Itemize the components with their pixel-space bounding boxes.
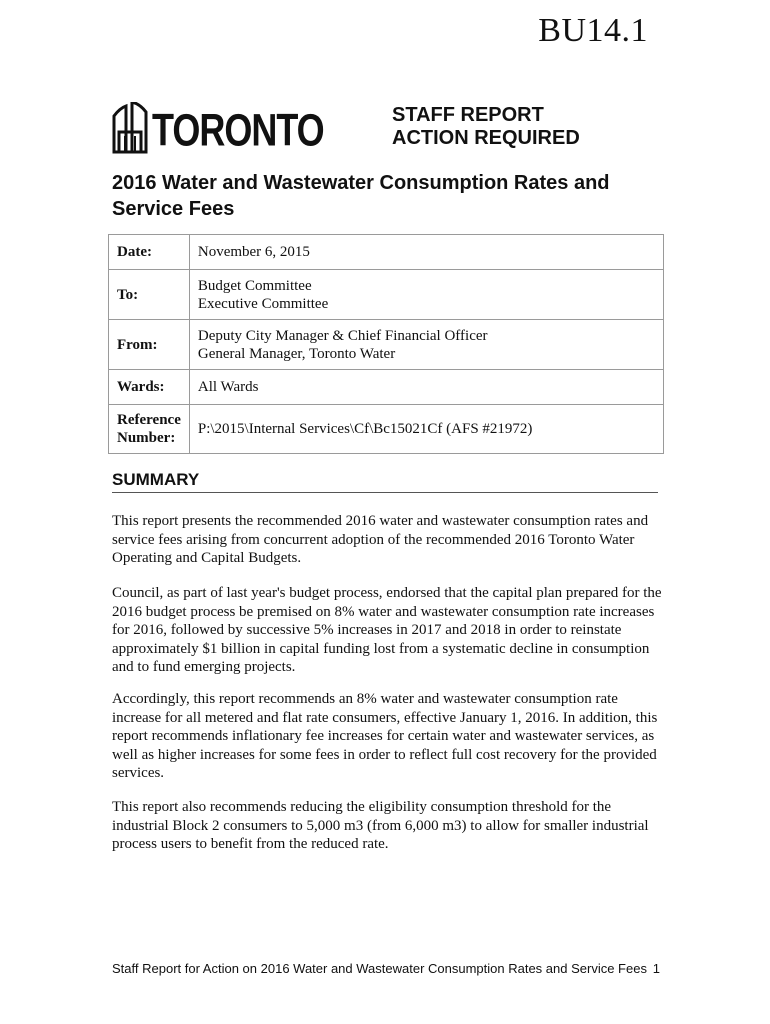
page-number: 1 <box>652 961 660 976</box>
report-type-line-1: STAFF REPORT <box>392 104 544 126</box>
date-row <box>109 235 664 270</box>
summary-paragraph-2: Council, as part of last year's budget process, endorsed that the capital plan prepared for the 2016 budget process be premised on 8% water and wastewater consumption rate increases for 2016, followed by successive 5% increases in 2017 and 2018 in order to reinstate approximately $1 billion in capital funding lost from a systematic decline in consumption and to fund emerging projects. <box>112 585 662 675</box>
logo-wordmark: TORONTO <box>152 104 324 156</box>
report-metadata-table <box>108 234 664 454</box>
summary-heading: SUMMARY <box>112 470 658 493</box>
page-footer <box>112 961 660 976</box>
reference-label-line-2: Number: <box>117 430 176 446</box>
summary-paragraph-4: This report also recommends reducing the eligibility consumption threshold for the industrial Block 2 consumers to 5,000 m3 (from 6,000 m3) to allow for smaller industrial process users to benefit from the reduced rate. <box>112 799 649 852</box>
footer-text: Staff Report for Action on 2016 Water and Wastewater Consumption Rates and Service Fees <box>112 961 647 976</box>
reference-label-line-1: Reference <box>117 412 181 428</box>
report-type <box>392 104 580 150</box>
wards-label: Wards: <box>109 370 190 405</box>
reference-value: P:\2015\Internal Services\Cf\Bc15021Cf (AFS #21972) <box>189 405 663 454</box>
to-label: To: <box>109 270 190 320</box>
to-recipient-2: Executive Committee <box>197 295 329 312</box>
to-value <box>189 270 663 320</box>
document-id: BU14.1 <box>538 12 648 49</box>
from-label: From: <box>109 320 190 370</box>
reference-label <box>109 405 190 454</box>
date-label: Date: <box>109 235 190 270</box>
from-value <box>189 320 663 370</box>
summary-paragraph-3: Accordingly, this report recommends an 8% water and wastewater consumption rate increase for all metered and flat rate consumers, effective January 1, 2016. In addition, this report recommends inflationary fee increases for certain water and wastewater services, as well as higher increases for some fees in order to reflect full cost recovery for the provided services. <box>112 691 658 781</box>
toronto-logo <box>110 100 324 156</box>
wards-value: All Wards <box>189 370 663 405</box>
from-row <box>109 320 664 370</box>
from-sender-1: Deputy City Manager & Chief Financial Officer <box>197 327 488 344</box>
report-type-line-2: ACTION REQUIRED <box>392 127 580 149</box>
to-recipient-1: Budget Committee <box>197 277 312 294</box>
reference-row <box>109 405 664 454</box>
from-sender-2: General Manager, Toronto Water <box>197 345 396 362</box>
report-title: 2016 Water and Wastewater Consumption Rates and Service Fees <box>112 172 610 220</box>
city-hall-icon <box>110 102 150 154</box>
date-value: November 6, 2015 <box>189 235 663 270</box>
wards-row <box>109 370 664 405</box>
summary-paragraph-1: This report presents the recommended 2016 water and wastewater consumption rates and service fees arising from concurrent adoption of the recommended 2016 Toronto Water Operating and Capital Budgets. <box>112 513 649 566</box>
to-row <box>109 270 664 320</box>
